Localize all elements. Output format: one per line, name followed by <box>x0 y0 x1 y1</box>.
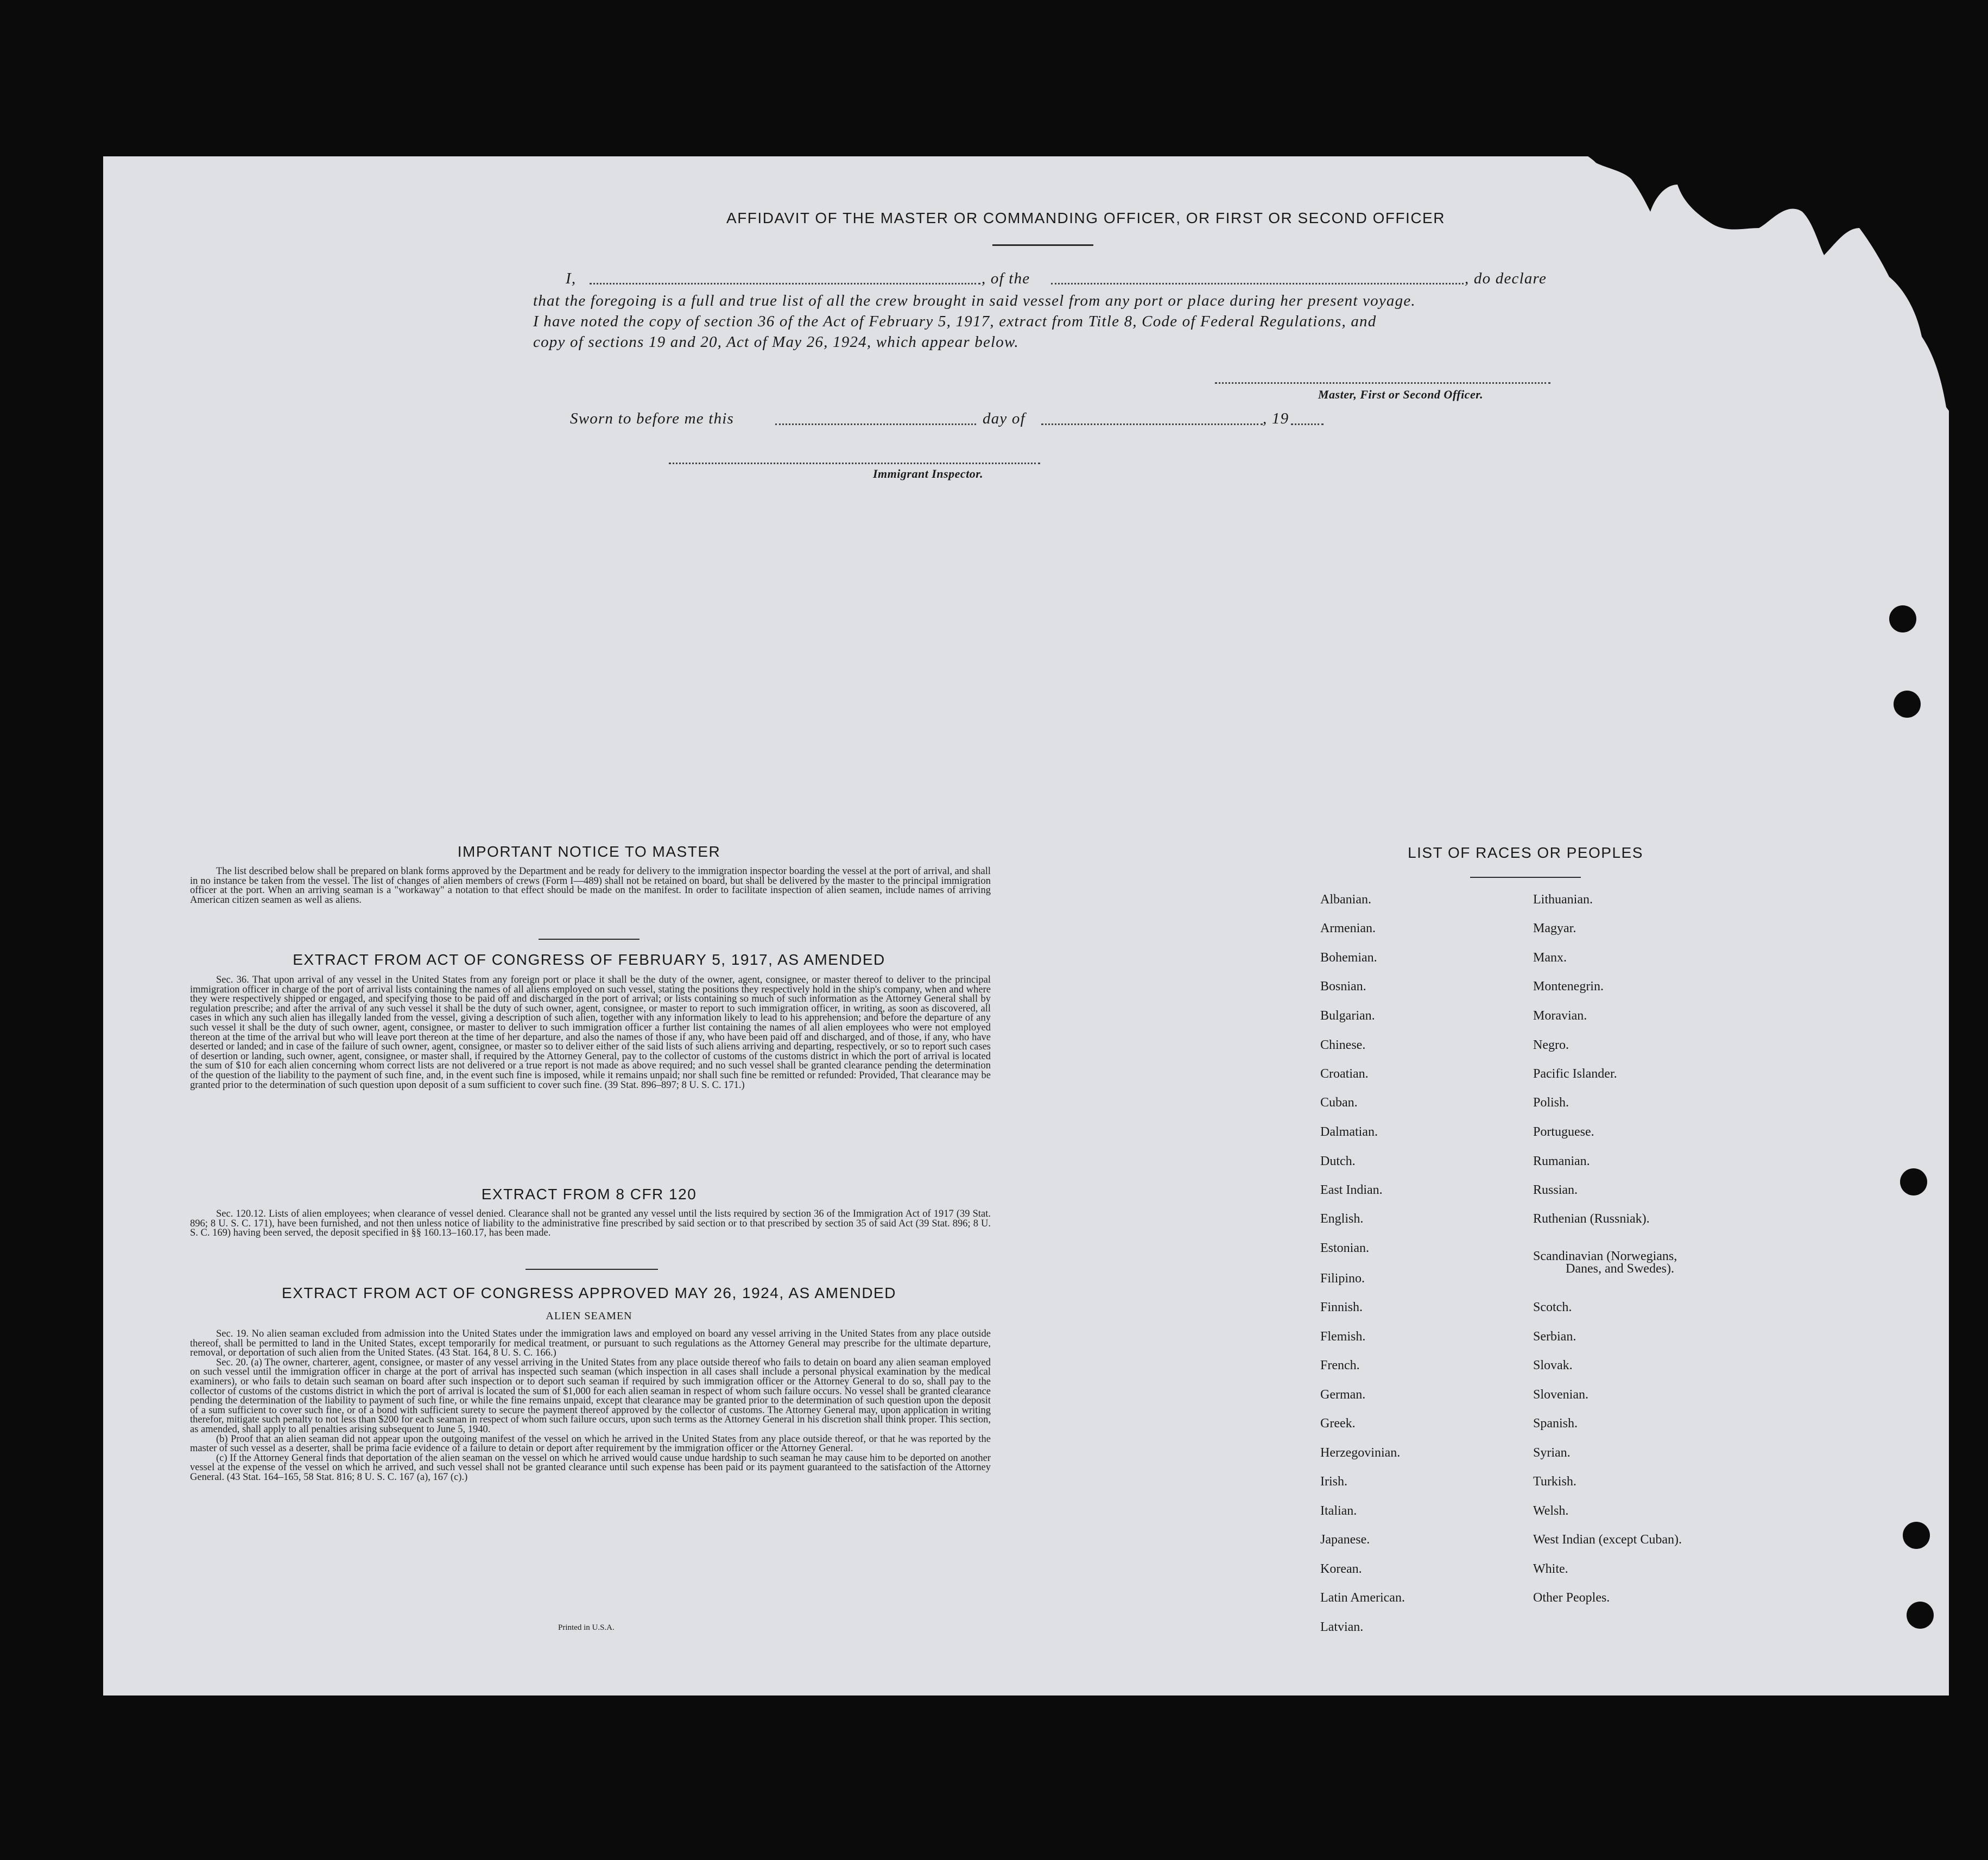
affidavit-title: AFFIDAVIT OF THE MASTER OR COMMANDING OFFICER, OR FIRST OR SECOND OFFICER <box>726 210 1445 226</box>
race-item: Croatian. <box>1320 1067 1369 1081</box>
race-item: Bosnian. <box>1320 979 1366 994</box>
race-item: Japanese. <box>1320 1533 1370 1547</box>
race-item: White. <box>1533 1562 1568 1576</box>
races-column-1 <box>1320 893 1516 1647</box>
race-item: Magyar. <box>1533 921 1577 935</box>
section-120-paragraph: Sec. 120.12. Lists of alien employees; when clearance of vessel denied. Clearance shall not be granted any vessel until the lists required by section 36 of the Immigration Act of 1917 (39 Stat. 896; 8 U. S. C. 171), have been furnished, and not then unless notice of liability to the administrative fine prescribed by said section or to that prescribed by section 35 of said Act (39 Stat. 896; 8 U. S. C. 169) having been served, the deposit specified in §§ 160.13–160.17, has been made. <box>190 1209 991 1239</box>
race-item: Welsh. <box>1533 1504 1569 1518</box>
punch-hole <box>1903 1522 1930 1549</box>
notice-title: IMPORTANT NOTICE TO MASTER <box>457 843 721 860</box>
race-item: Korean. <box>1320 1562 1362 1576</box>
printed-in-usa: Printed in U.S.A. <box>558 1623 615 1632</box>
race-item: Slovak. <box>1533 1358 1573 1372</box>
race-item: East Indian. <box>1320 1183 1383 1197</box>
race-item: German. <box>1320 1388 1366 1402</box>
race-item: Manx. <box>1533 951 1567 965</box>
notice-body <box>190 867 991 905</box>
race-item: Moravian. <box>1533 1009 1587 1023</box>
races-column-2 <box>1533 893 1761 1609</box>
section-20b-paragraph: (b) Proof that an alien seaman did not appear upon the outgoing manifest of the vessel on which he arrived in the United States from any place outside thereof, or that he was reported by the master of such vessel as a deserter, shall be prima facie evidence of a failure to detain or deport after requirement by the immigration officer or the Attorney General. <box>190 1433 991 1454</box>
sworn-day-blank[interactable] <box>775 423 976 425</box>
affidavit-of-the: , of the <box>982 270 1030 287</box>
extract-1924-title: EXTRACT FROM ACT OF CONGRESS APPROVED MAY 26, 1924, AS AMENDED <box>282 1285 896 1301</box>
race-item: Armenian. <box>1320 921 1376 935</box>
race-item: Herzegovinian. <box>1320 1446 1401 1460</box>
extract-cfr-title: EXTRACT FROM 8 CFR 120 <box>481 1186 697 1203</box>
race-item: Other Peoples. <box>1533 1591 1610 1605</box>
punch-hole <box>1889 605 1916 632</box>
affidavit-i: I, <box>566 270 577 287</box>
vessel-blank[interactable] <box>1051 283 1464 284</box>
punch-hole <box>1900 1168 1927 1195</box>
race-item: Latvian. <box>1320 1620 1364 1634</box>
extract-1917-body <box>190 976 991 1090</box>
race-item: Cuban. <box>1320 1096 1358 1110</box>
section-36-paragraph: Sec. 36. That upon arrival of any vessel in the United States from any foreign port or place it shall be the duty of the owner, agent, consignee, or master thereof to deliver to the principal immigration officer in charge of the port of arrival lists containing the names of all aliens employed on such vessel, stating the positions they respectively hold in the ship's company, when and where they were respectively shipped or engaged, and specifying those to be paid off and discharged in the port of arrival; or lists containing so much of such information as the Attorney General shall by regulation prescribe; and after the arrival of any such vessel it shall be the duty of such owner, agent, consignee, or master to report to such immigration officer, in writing, as soon as discovered, all cases in which any such alien has illegally landed from the vessel, giving a description of such alien, together with any information likely to lead to his apprehension; and before the departure of any such vessel it shall be the duty of such owner, agent, consignee, or master to deliver to such immigration officer a further list containing the names of all alien employees who were not employed thereon at the time of the arrival but who will leave port thereon at the time of her departure, and also the names of those if any, who have been paid off and discharged, and of those, if any, who have deserted or landed; and in case of the failure of such owner, agent, consignee, or master so to deliver either of the said lists of such aliens arriving and departing, respectively, or so to report such cases of desertion or landing, such owner, agent, consignee, or master shall, if required by the Attorney General, pay to the collector of customs of the customs district in which the port of arrival is located the sum of $10 for each alien concerning whom correct lists are not delivered or a true report is not made as above required; and no such vessel shall be granted clearance pending the determination of the question of the liability to the payment of such fine, and, in the event such fine is imposed, while it remains unpaid; nor shall such fine be remitted or refunded: Provided, That clearance may be granted prior to the determination of such question upon deposit of a sum sufficient to cover such fine. (39 Stat. 896–897; 8 U. S. C. 171.) <box>190 975 991 1091</box>
master-signature-line[interactable] <box>1215 382 1550 384</box>
inspector-signature-line[interactable] <box>669 463 1040 464</box>
race-item: English. <box>1320 1212 1364 1226</box>
section-divider <box>526 1269 658 1270</box>
race-item: Slovenian. <box>1533 1388 1588 1402</box>
title-divider <box>992 244 1093 246</box>
race-item: Greek. <box>1320 1416 1356 1431</box>
race-item: Albanian. <box>1320 893 1371 907</box>
section-19-paragraph: Sec. 19. No alien seaman excluded from admission into the United States under the immigration laws and employed on board any vessel arriving in the United States from any place outside thereof, shall be permitted to land in the United States, except temporarily for medical treatment, or pursuant to such regulations as the Attorney General may prescribe for the ultimate departure, removal, or deportation of such alien from the United States. (43 Stat. 164, 8 U. S. C. 166.) <box>190 1328 991 1359</box>
race-item: Negro. <box>1533 1038 1569 1052</box>
race-item: Estonian. <box>1320 1241 1369 1255</box>
race-item: Montenegrin. <box>1533 979 1604 994</box>
race-item: Ruthenian (Russniak). <box>1533 1212 1650 1226</box>
punch-hole <box>1907 1602 1934 1629</box>
extract-1924-body <box>190 1330 991 1483</box>
sworn-month-blank[interactable] <box>1041 423 1263 425</box>
race-item: Russian. <box>1533 1183 1578 1197</box>
extract-1917-title: EXTRACT FROM ACT OF CONGRESS OF FEBRUARY 5, 1917, AS AMENDED <box>293 951 885 968</box>
section-20a-paragraph: Sec. 20. (a) The owner, charterer, agent, consignee, or master of any vessel arriving in the United States from any place outside thereof who fails to detain on board any alien seaman employed on such vessel until the immigration officer in charge at the port of arrival has inspected such seaman (which inspection in all cases shall include a personal physical examination by the medical examiners), or who fails to detain such seaman on board after such inspection or to deport such seaman if required by such immigration officer or the Attorney General to do so, shall pay to the collector of customs of the customs district in which the port of arrival is located the sum of $1,000 for each alien seaman in respect of whom such failure occurs. No vessel shall be granted clearance pending the determination of the liability to payment of such fine, or while the fine remains unpaid, except that clearance may be granted prior to the determination of such question upon the deposit of a sum sufficient to cover such fine, or of a bond with sufficient surety to secure the payment thereof approved by the collector of customs. The Attorney General may, upon application in writing therefor, mitigate such penalty to not less than $200 for each seaman in respect of whom such failure occurs, upon such terms as the Attorney General in his discretion shall think proper. This section, as amended, shall apply to all penalties arising subsequent to June 5, 1940. <box>190 1357 991 1435</box>
race-item: French. <box>1320 1358 1360 1372</box>
punch-hole <box>1894 691 1921 718</box>
race-item: Danes, and Swedes). <box>1566 1262 1674 1276</box>
race-item: Finnish. <box>1320 1300 1363 1314</box>
torn-corner <box>1542 147 1954 418</box>
alien-seamen-subtitle: ALIEN SEAMEN <box>546 1310 632 1322</box>
races-title: LIST OF RACES OR PEOPLES <box>1408 844 1643 861</box>
race-item: Turkish. <box>1533 1475 1577 1489</box>
race-item: Irish. <box>1320 1475 1347 1489</box>
notice-paragraph: The list described below shall be prepared on blank forms approved by the Department and be ready for delivery to the immigration inspector boarding the vessel at the port of arrival, and shall in no instance be taken from the vessel. The list of changes of alien members of crews (Form I—489) shall not be retained on board, but shall be delivered by the master to the principal immigration officer at the port. When an arriving seaman is a "workaway" a notation to that effect should be made on the manifest. In order to facilitate inspection of alien seamen, include names of arriving American citizen seamen as well as aliens. <box>190 866 991 906</box>
race-item: Latin American. <box>1320 1591 1405 1605</box>
sworn-year-blank[interactable] <box>1291 423 1324 425</box>
race-item: Chinese. <box>1320 1038 1366 1052</box>
affidavit-line-1: that the foregoing is a full and true list of all the crew brought in said vessel from any port or place during her present voyage. <box>533 292 1416 309</box>
race-item: Dalmatian. <box>1320 1125 1378 1139</box>
race-item: Syrian. <box>1533 1446 1571 1460</box>
affidavit-do-declare: , do declare <box>1465 270 1547 287</box>
race-item: Scandinavian (Norwegians, <box>1533 1249 1677 1263</box>
races-divider <box>1470 877 1581 878</box>
race-item: Rumanian. <box>1533 1154 1590 1168</box>
race-item: Polish. <box>1533 1096 1569 1110</box>
race-item: Spanish. <box>1533 1416 1578 1431</box>
race-item: Filipino. <box>1320 1271 1365 1286</box>
affidavit-line-2: I have noted the copy of section 36 of the Act of February 5, 1917, extract from Title 8, Code of Federal Regulations, and <box>533 313 1377 330</box>
race-item: Serbian. <box>1533 1330 1577 1344</box>
race-item: Bohemian. <box>1320 951 1377 965</box>
race-item: West Indian (except Cuban). <box>1533 1533 1682 1547</box>
race-item: Flemish. <box>1320 1330 1366 1344</box>
race-item: Dutch. <box>1320 1154 1356 1168</box>
extract-cfr-body <box>190 1210 991 1238</box>
sworn-text: Sworn to before me this <box>570 410 735 427</box>
affidavit-line-3: copy of sections 19 and 20, Act of May 26, 1924, which appear below. <box>533 333 1019 351</box>
name-blank[interactable] <box>590 283 980 284</box>
race-item: Bulgarian. <box>1320 1009 1375 1023</box>
year-text: , 19 <box>1263 410 1289 427</box>
race-item: Lithuanian. <box>1533 893 1593 907</box>
day-of-text: day of <box>983 410 1025 427</box>
race-item: Portuguese. <box>1533 1125 1594 1139</box>
section-20c-paragraph: (c) If the Attorney General finds that deportation of the alien seaman on the vessel on which he arrived would cause undue hardship to such seaman he may cause him to be deported on another vessel at the expense of the vessel on which he arrived, and such vessel shall not be granted clearance until such expense has been paid or its payment guaranteed to the satisfaction of the Attorney General. (43 Stat. 164–165, 58 Stat. 816; 8 U. S. C. 167 (a), 167 (c).) <box>190 1452 991 1483</box>
race-item: Pacific Islander. <box>1533 1067 1617 1081</box>
section-divider <box>539 939 640 940</box>
race-item: Italian. <box>1320 1504 1357 1518</box>
master-signature-label: Master, First or Second Officer. <box>1318 388 1484 401</box>
inspector-signature-label: Immigrant Inspector. <box>873 467 984 480</box>
race-item: Scotch. <box>1533 1300 1572 1314</box>
